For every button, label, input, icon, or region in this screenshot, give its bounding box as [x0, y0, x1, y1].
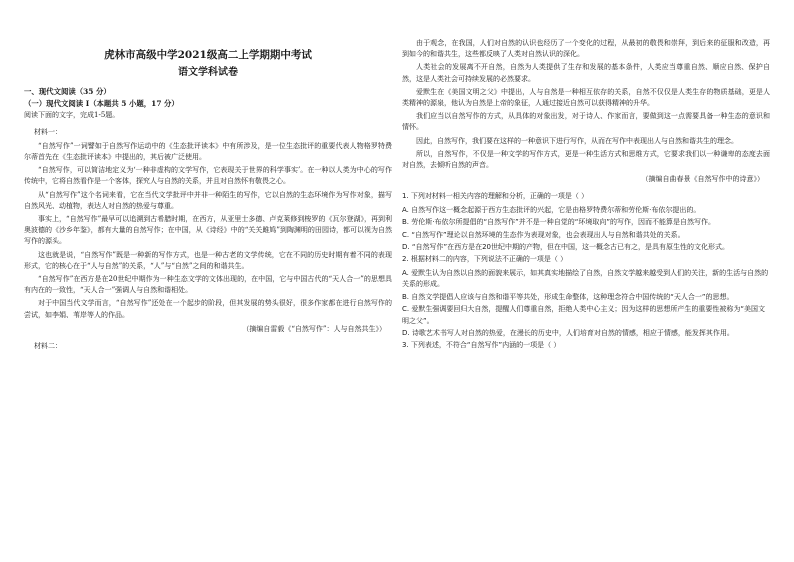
question-3: 3. 下列表述，不符合“自然写作”内涵的一项是（ ）: [402, 341, 561, 350]
passage-paragraph: 我们应当以自然写作的方式，从具体的对象出发，对于诗人、作家而言，要做到这一点需要具备一种生态的意识和情怀。: [402, 112, 770, 132]
source-citation: （摘编自雷毅《“自然写作”：人与自然共生》）: [242, 324, 386, 333]
question-1: 1. 下列对材料一相关内容的理解和分析，正确的一项是（ ）: [402, 192, 589, 201]
source-citation: （摘编自曲春景《自然写作中的诗意》）: [641, 175, 764, 184]
passage-paragraph: “自然写作”在西方是在20世纪中期作为一种生态文学的文体出现的，在中国，它与中国古代的“天人合一”的思想具有内在的一致性，“天人合一”强调人与自然和谐相处。: [24, 275, 392, 295]
passage-paragraph: 人类社会的发展离不开自然，自然为人类提供了生存和发展的基本条件，人类应当尊重自然、顺应自然、保护自然，这是人类社会可持续发展的必然要求。: [402, 63, 770, 83]
exam-title: 虎林市高级中学2021级高二上学期期中考试: [104, 49, 312, 61]
option-a: A. 自然写作这一概念起源于西方生态批评的兴起，它是由格罗特费尔蒂和劳伦斯·布依尔提出的。: [402, 205, 701, 214]
passage-paragraph: “自然写作，可以简洁地定义为‘一种非虚构的文学写作，它表现关于世界的科学事实’。在一种以人类为中心的写作传统中，它将自然看作是一个客体，探究人与自然的关系，并且对自然怀有敬畏之心。: [24, 166, 392, 186]
passage-paragraph: 所以，自然写作，不仅是一种文学的写作方式，更是一种生活方式和思维方式，它要求我们以一种谦卑的态度去面对自然，去倾听自然的声音。: [402, 149, 770, 170]
left-column: [24, 40, 392, 355]
option-d: D. “自然写作”在西方是在20世纪中期的产物，但在中国，这一概念古已有之，是具有原生性的文化形式。: [402, 243, 729, 252]
material-label: 材料二：: [34, 342, 62, 351]
passage-paragraph: 对于中国当代文学而言，“自然写作”还处在一个起步的阶段，但其发展的势头很好，很多作家都在进行自然写作的尝试，如李娟、苇岸等人的作品。: [24, 299, 392, 319]
option-b: B. 劳伦斯·布依尔所提倡的“自然写作”并不是一种自觉的“环境取向”的写作，因而不能算是自然写作。: [402, 218, 715, 227]
section-heading: 一、现代文阅读（35 分）: [24, 87, 111, 96]
passage-paragraph: 这也就是说，“自然写作”既是一种新的写作方式，也是一种古老的文学传统，它在不同的历史时期有着不同的表现形式，它的核心在于“人与自然”的关系，“人”与“自然”之间的和谐共生。: [24, 250, 392, 270]
passage-paragraph: 由于观念，在我国，人们对自然的认识也经历了一个变化的过程，从最初的敬畏和崇拜，到后来的征服和改造，再到如今的和谐共生，这些都反映了人类对自然认识的深化。: [402, 39, 770, 59]
passage-paragraph: 从“自然写作”这个名词来看，它在当代文学批评中并非一种陌生的写作，它以自然的生态环境作为写作对象，描写自然风光、动植物，表达人对自然的热爱与尊重。: [24, 190, 392, 210]
exam-subtitle: 语文学科试卷: [178, 67, 238, 78]
passage-paragraph: “自然写作”一词譬如于自然写作运动中的《生态批评读本》中有所涉及，是一位生态批评的重要代表人物格罗特费尔蒂首先在《生态批评读本》中提出的，其后被广泛使用。: [24, 141, 392, 162]
passage-paragraph: 爱默生在《美国文明之父》中提出，人与自然是一种相互依存的关系，自然不仅仅是人类生存的物质基础，更是人类精神的源泉，他认为自然是上帝的象征，人通过接近自然可以获得精神的升华。: [402, 87, 770, 108]
option-c: C. “自然写作”理论以自然环境的生态作为表现对象，也会表现出人与自然和谐共处的关系。: [402, 230, 685, 239]
question-2: 2. 根据材料二的内容，下列说法不正确的一项是（ ）: [402, 255, 568, 264]
material-label: 材料一：: [34, 127, 62, 136]
option-c: C. 爱默生强调要回归大自然，提醒人们尊重自然，拒绝人类中心主义；因为这样的思想所产生的重要性被称为“美国文明之父”。: [402, 305, 765, 325]
option-a: A. 爱默生认为自然以自然的面貌来展示，如其真实地描绘了自然，自然文学越来越受到人们的关注，新的生活与自然的关系的形成。: [402, 268, 769, 289]
right-column: [402, 38, 770, 354]
instruction: 阅读下面的文字，完成1-5题。: [24, 111, 120, 120]
subsection-heading: （一）现代文阅读 I（本题共 5 小题，17 分）: [24, 99, 179, 109]
passage-paragraph: 因此，自然写作，我们要在这样的一种意识下进行写作，从而在写作中表现出人与自然和谐共生的理念。: [416, 136, 738, 145]
option-b: B. 自然文学提倡人应该与自然和谐平等共处，形成生命整体，这种理念符合中国传统的“天人合一”的思想。: [402, 292, 734, 301]
option-d: D. 诗歌艺术书写人对自然的热爱，在漫长的历史中，人们培育对自然的情感，相应于情感，能发挥其作用。: [402, 328, 734, 337]
passage-paragraph: 事实上，“自然写作”最早可以追溯到古希腊时期，在西方，从亚里士多德、卢克莱修到梭罗的《瓦尔登湖》，再到利奥波德的《沙乡年鉴》，都有大量的自然写作；在中国，从《诗经》中的“关关雎鸠”到陶渊明的田园诗，都可以视为自然写作的源头。: [24, 215, 392, 246]
